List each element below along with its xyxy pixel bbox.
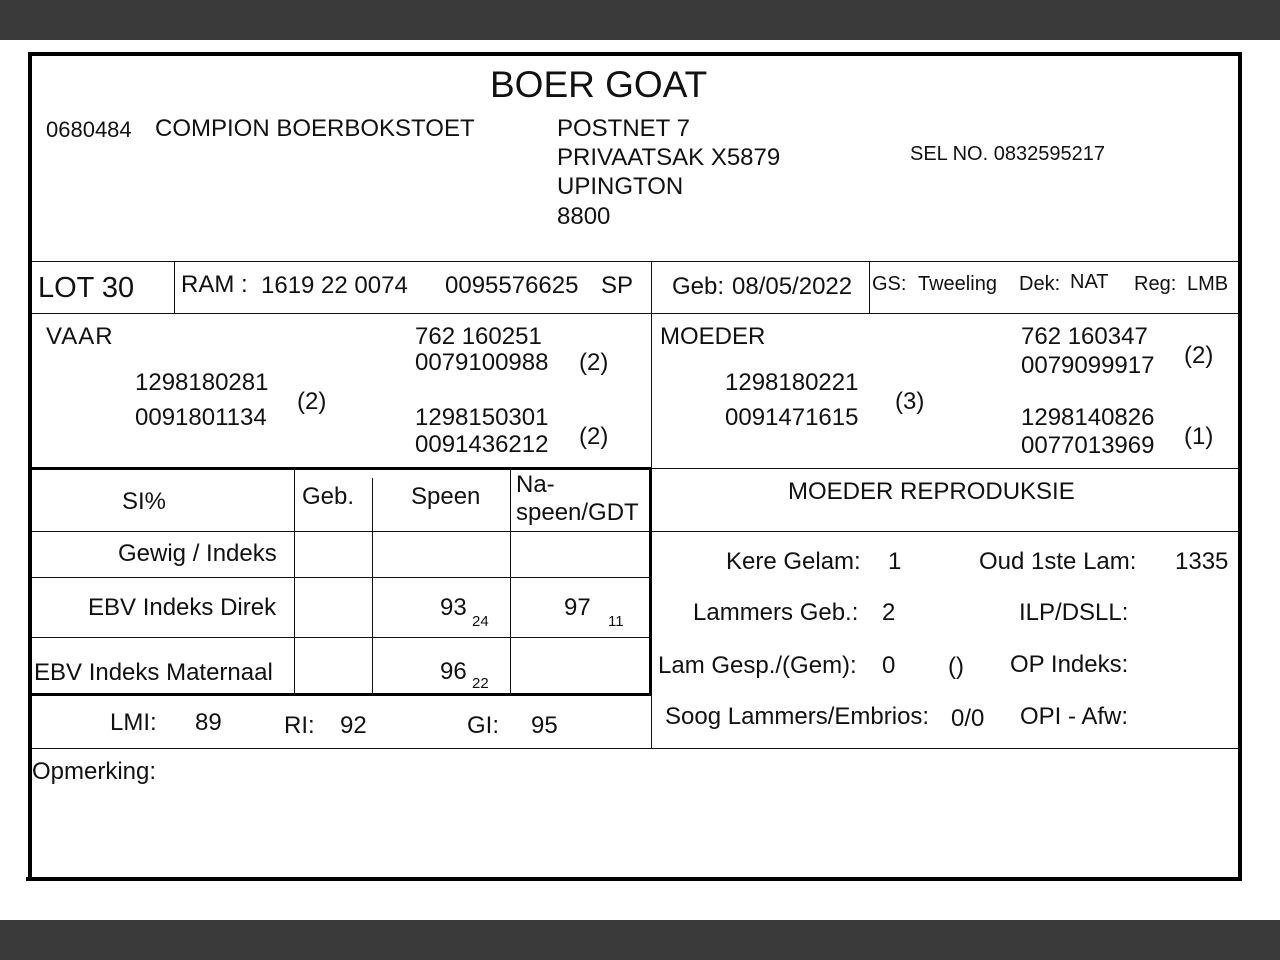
dam-dam-note: (1) (1184, 423, 1214, 450)
rule-geb-divider (869, 261, 870, 313)
col-speen: Speen (411, 483, 481, 510)
reg-value: LMB (1187, 273, 1229, 295)
dam-note: (3) (895, 388, 925, 415)
sire-sire-reg: 0079100988 (415, 349, 549, 376)
reproduction-title: MOEDER REPRODUKSIE (788, 478, 1075, 505)
direk-speen-accuracy: 24 (472, 613, 489, 630)
dam-dam-reg: 0077013969 (1021, 432, 1155, 459)
rule-lot (32, 313, 1238, 314)
sire-id: 1298180281 (135, 369, 269, 396)
opi-label: OPI - Afw: (1020, 703, 1129, 730)
rule-col-geb (294, 468, 295, 695)
address-line-1: POSTNET 7 (557, 115, 690, 142)
rule-lot-divider (174, 261, 175, 313)
rule-row-direk (32, 637, 650, 638)
rule-table-right (649, 468, 652, 695)
direk-speen: 93 (440, 594, 467, 621)
direk-naspeen: 97 (564, 594, 591, 621)
dam-sire-reg: 0079099917 (1021, 352, 1155, 379)
page-title: BOER GOAT (490, 64, 708, 105)
oud-label: Oud 1ste Lam: (979, 548, 1137, 575)
col-naspeen-1: Na- (516, 471, 555, 498)
kere-value: 1 (888, 548, 902, 575)
dam-dam-id: 1298140826 (1021, 404, 1155, 431)
maternaal-speen: 96 (440, 658, 467, 685)
border-left (28, 52, 32, 880)
dam-reg: 0091471615 (725, 404, 859, 431)
gesp-value: 0 (882, 652, 896, 679)
rule-col-speen (372, 478, 373, 695)
ilp-label: ILP/DSLL: (1019, 599, 1129, 626)
rule-table-top (32, 467, 652, 470)
gi-label: GI: (467, 712, 500, 739)
sire-reg: 0091801134 (135, 404, 267, 431)
lammers-label: Lammers Geb.: (693, 599, 859, 626)
sire-sire-note: (2) (579, 349, 609, 376)
rule-ram-divider (651, 261, 652, 313)
kere-label: Kere Gelam: (726, 548, 861, 575)
gi-value: 95 (531, 712, 558, 739)
rule-table-head (32, 531, 1238, 532)
col-naspeen-2: speen/GDT (516, 499, 639, 526)
rule-row-gewig (32, 577, 650, 578)
dek-value: NAT (1070, 271, 1109, 293)
ram-class: SP (601, 272, 634, 299)
direk-naspeen-accuracy: 11 (608, 613, 624, 630)
breeder-name: COMPION BOERBOKSTOET (155, 115, 475, 142)
breeder-number: 0680484 (46, 117, 132, 142)
sire-label: VAAR (46, 323, 114, 350)
gesp-label: Lam Gesp./(Gem): (658, 652, 857, 679)
col-geb: Geb. (302, 483, 355, 510)
sire-dam-id: 1298150301 (415, 404, 549, 431)
row-direk: EBV Indeks Direk (88, 594, 277, 621)
row-gewig: Gewig / Indeks (118, 540, 277, 567)
remarks-label: Opmerking: (32, 758, 157, 785)
lmi-value: 89 (195, 709, 222, 736)
rule-table-bottom (32, 693, 652, 696)
dam-id: 1298180221 (725, 369, 859, 396)
address-line-4: 8800 (557, 203, 611, 230)
ram-label: RAM : (181, 271, 248, 298)
sire-dam-note: (2) (579, 423, 609, 450)
gs-value: Tweeling (918, 273, 997, 295)
dam-sire-note: (2) (1184, 342, 1214, 369)
soog-value: 0/0 (951, 705, 985, 732)
ram-id: 1619 22 0074 (261, 272, 408, 299)
rule-col-naspeen (510, 468, 511, 695)
lammers-value: 2 (882, 599, 896, 626)
dek-label: Dek: (1019, 273, 1061, 295)
op-label: OP Indeks: (1010, 651, 1129, 678)
ri-label: RI: (284, 712, 315, 739)
maternaal-speen-accuracy: 22 (472, 675, 489, 692)
sire-note: (2) (297, 388, 327, 415)
soog-label: Soog Lammers/Embrios: (665, 703, 930, 730)
sire-dam-reg: 0091436212 (415, 431, 549, 458)
si-corner-label: SI% (122, 488, 167, 515)
gesp-gem: () (948, 653, 964, 680)
border-top (30, 52, 1242, 56)
lot-label: LOT 30 (38, 272, 135, 304)
address-line-2: PRIVAATSAK X5879 (557, 144, 781, 171)
cell-number: SEL NO. 0832595217 (910, 143, 1105, 165)
lmi-label: LMI: (110, 709, 157, 736)
reg-label: Reg: (1134, 273, 1177, 295)
address-line-3: UPINGTON (557, 173, 684, 200)
dam-sire-id: 762 160347 (1021, 323, 1148, 350)
rule-indexes (32, 748, 1238, 749)
dam-label: MOEDER (660, 323, 766, 350)
border-right (1238, 52, 1242, 880)
row-maternaal: EBV Indeks Maternaal (34, 659, 273, 686)
birth-label: Geb: (672, 273, 725, 300)
rule-header (32, 261, 1238, 262)
sire-sire-id: 762 160251 (415, 323, 542, 350)
gs-label: GS: (872, 273, 907, 295)
birth-date: 08/05/2022 (732, 273, 853, 300)
oud-value: 1335 (1175, 548, 1229, 575)
ri-value: 92 (340, 712, 367, 739)
ram-reg: 0095576625 (445, 272, 579, 299)
border-bottom (26, 877, 1242, 881)
